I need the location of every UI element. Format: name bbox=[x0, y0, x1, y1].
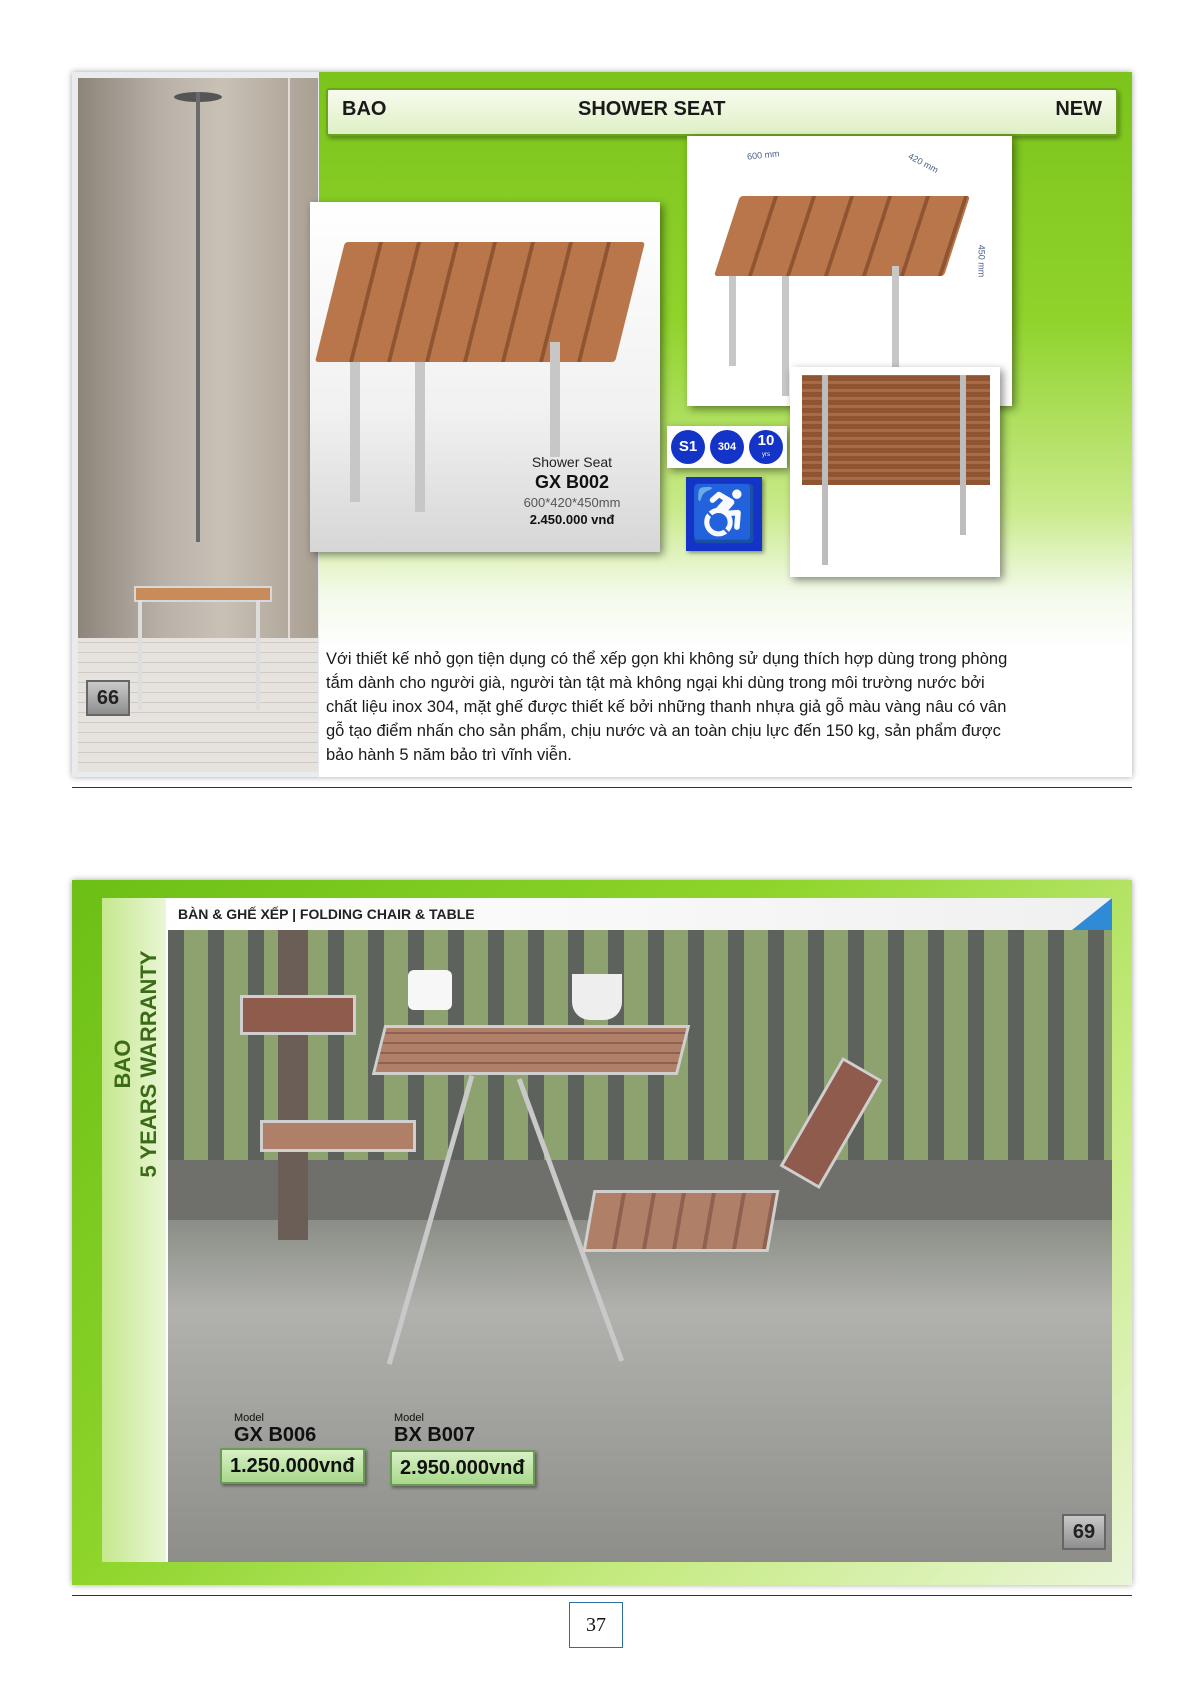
section-divider bbox=[72, 1595, 1132, 1596]
seat-leg bbox=[138, 600, 142, 710]
page-badge: 66 bbox=[86, 680, 130, 716]
warranty-sidebar bbox=[102, 898, 166, 1562]
product-price: 2.450.000 vnđ bbox=[529, 512, 615, 527]
section-title: SHOWER SEAT bbox=[578, 98, 726, 120]
folded-seat-card bbox=[790, 367, 1000, 577]
section-header: BÀN & GHẾ XẾP | FOLDING CHAIR & TABLE bbox=[178, 906, 475, 922]
balcony-photo bbox=[168, 930, 1112, 1562]
sidebar-text bbox=[110, 880, 170, 1374]
dimensions-card bbox=[687, 136, 1012, 406]
product-name: Shower Seat bbox=[531, 454, 613, 470]
warranty-years: 10 bbox=[757, 432, 775, 449]
seat-frame bbox=[782, 276, 789, 396]
badge-strip bbox=[667, 426, 787, 468]
model-bxb007: BX B007 bbox=[394, 1424, 476, 1446]
model-label-1: Model bbox=[234, 1412, 264, 1424]
chair-back bbox=[240, 995, 356, 1035]
seat-leg bbox=[256, 600, 260, 710]
width-dimension: 600 mm bbox=[746, 148, 780, 162]
product-description: Với thiết kế nhỏ gọn tiện dụng có thể xếp gọn khi không sử dụng thích hợp dùng trong phòng tắm dành cho người già, người tàn tật mà không ngại khi dùng trong môi trường nước bởi chất liệu inox 304, mặt ghế được thiết kế bởi những thanh nhựa giả gỗ màu vàng nâu có vân gỗ tạo điểm nhấn cho sản phẩm, chịu nước và an toàn chịu lực đến 150 kg, sản phẩm được bảo hành 5 năm bảo trì vĩnh viễn. bbox=[326, 650, 1008, 764]
seat-frame bbox=[822, 375, 828, 565]
product-card bbox=[310, 202, 660, 552]
pillar bbox=[278, 930, 308, 1240]
chair-seat bbox=[260, 1120, 416, 1152]
cup bbox=[572, 974, 622, 1020]
seat-frame bbox=[415, 362, 425, 512]
corner-accent bbox=[1072, 898, 1112, 930]
price-gxb006: 1.250.000vnđ bbox=[220, 1448, 365, 1484]
product-dimensions: 600*420*450mm bbox=[523, 495, 621, 510]
new-flag: NEW bbox=[1055, 98, 1102, 120]
seat-top-image bbox=[315, 242, 645, 362]
seat-frame bbox=[729, 276, 736, 366]
warranty-badge bbox=[749, 430, 783, 464]
page-number: 37 bbox=[569, 1602, 623, 1648]
brand-label: BAO bbox=[342, 98, 387, 120]
seat-frame bbox=[350, 362, 360, 502]
shower-seat-panel bbox=[72, 72, 1132, 777]
folding-set-panel bbox=[72, 880, 1132, 1585]
header-strip bbox=[166, 898, 1112, 930]
sidebar-warranty: 5 YEARS WARRANTY bbox=[136, 950, 161, 1178]
s1-badge: S1 bbox=[671, 430, 705, 464]
model-label-2: Model bbox=[394, 1412, 424, 1424]
model-gxb006: GX B006 bbox=[234, 1424, 317, 1446]
product-model: GX B002 bbox=[534, 472, 610, 492]
depth-dimension: 420 mm bbox=[906, 150, 940, 176]
shower-room-photo bbox=[78, 78, 318, 772]
warranty-unit: yrs bbox=[762, 452, 770, 458]
table-top bbox=[372, 1025, 690, 1075]
inox-304-badge: 304 bbox=[710, 430, 744, 464]
shower-rod bbox=[196, 92, 200, 542]
seat-frame bbox=[960, 375, 966, 535]
folding-chair-seat bbox=[583, 1190, 780, 1252]
page-badge: 69 bbox=[1062, 1514, 1106, 1550]
title-bar bbox=[326, 88, 1118, 136]
seat-top-image bbox=[714, 196, 970, 276]
mounted-seat bbox=[134, 586, 272, 602]
section-divider bbox=[72, 787, 1132, 788]
sidebar-brand: BAO bbox=[110, 1039, 135, 1089]
price-bxb007: 2.950.000vnđ bbox=[390, 1450, 535, 1486]
wheelchair-icon: ♿ bbox=[686, 477, 762, 551]
seat-frame bbox=[550, 342, 560, 457]
height-dimension: 450 mm bbox=[976, 244, 987, 278]
mug bbox=[408, 970, 452, 1010]
seat-frame bbox=[892, 266, 899, 371]
